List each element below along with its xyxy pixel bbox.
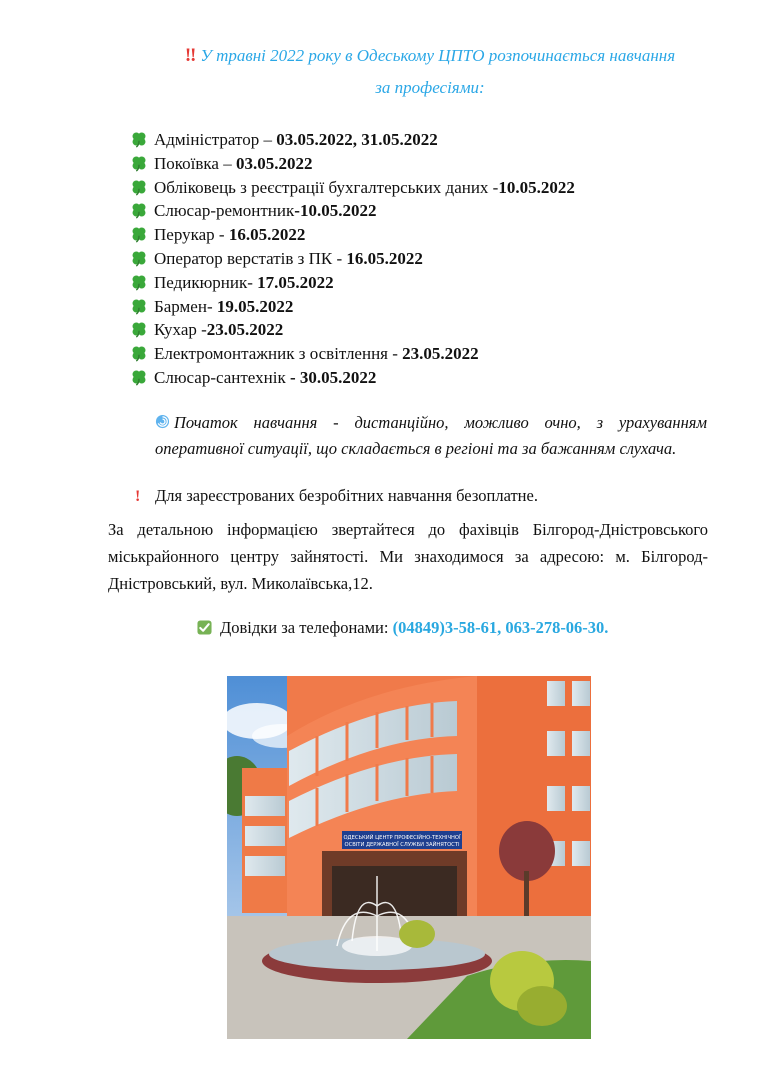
course-name: Кухар - <box>154 320 207 340</box>
course-name: Покоївка – <box>154 153 236 173</box>
building-sign-line-2: ОСВІТИ ДЕРЖАВНОЇ СЛУЖБИ ЗАЙНЯТОСТІ <box>344 842 460 848</box>
exclamation-icon: ! <box>135 488 141 505</box>
four-leaf-clover-icon <box>130 178 148 196</box>
course-date: 16.05.2022 <box>228 225 306 245</box>
course-item <box>130 271 575 295</box>
course-date: 23.05.2022 <box>206 320 284 340</box>
building-sign-line-1: ОДЕСЬКИЙ ЦЕНТР ПРОФЕСІЙНО-ТЕХНІЧНОЇ <box>343 835 461 841</box>
four-leaf-clover-icon <box>130 297 148 315</box>
four-leaf-clover-icon <box>130 201 148 219</box>
course-name: Бармен- <box>154 296 217 316</box>
four-leaf-clover-icon <box>130 368 148 386</box>
course-name: Електромонтажник з освітлення - <box>154 344 403 364</box>
course-item <box>130 342 575 366</box>
course-name: Перукар - <box>154 225 229 245</box>
four-leaf-clover-icon <box>130 225 148 243</box>
course-name: Оператор верстатів з ПК - <box>154 248 347 268</box>
title-line-1: ‼ У травні 2022 року в Одеському ЦПТО розпочинається навчання <box>184 45 676 66</box>
course-item <box>130 152 575 176</box>
course-item <box>130 223 575 247</box>
four-leaf-clover-icon <box>130 320 148 338</box>
course-item <box>130 295 575 319</box>
four-leaf-clover-icon <box>130 249 148 267</box>
study-format-note: Початок навчання - дистанційно, можливо очно, з урахуванням оперативної ситуації, що складається в регіоні та за бажанням слухача. <box>155 413 707 458</box>
building-photo <box>227 676 591 1039</box>
title-line-2: за професіями: <box>375 78 485 97</box>
course-date: 17.05.2022 <box>257 272 334 292</box>
course-date: 16.05.2022 <box>346 248 423 268</box>
free-notice: ! Для зареєстрованих безробітних навчання безоплатне. <box>135 484 538 509</box>
course-item <box>130 247 575 271</box>
double-exclamation-icon: ‼ <box>184 45 197 66</box>
four-leaf-clover-icon <box>130 154 148 172</box>
contact-paragraph: За детальною інформацією звертайтеся до фахівців Білгород-Дністровського міськрайонного центру зайнятості. Ми знаходимося за адресою: м. Білгород-Дністровський, вул. Миколаївська,12. <box>108 520 708 593</box>
course-name: Слюсар-сантехнік <box>154 367 290 387</box>
course-name: Адміністратор – <box>154 130 277 149</box>
course-date: 23.05.2022 <box>402 344 479 364</box>
phone-line: Довідки за телефонами: (04849)3-58-61, 063-278-06-30. <box>197 616 608 640</box>
course-date: 19.05.2022 <box>216 296 294 316</box>
course-name: Обліковець з реєстрації бухгалтерських даних - <box>154 177 499 197</box>
course-item <box>130 366 575 390</box>
course-name: Педикюрник- <box>154 272 258 292</box>
four-leaf-clover-icon <box>130 344 148 362</box>
course-date: 10.05.2022 <box>498 177 575 197</box>
check-mark-icon <box>197 620 212 635</box>
four-leaf-clover-icon <box>130 273 148 291</box>
course-item <box>130 318 575 342</box>
course-date: -10.05.2022 <box>294 201 377 221</box>
course-item <box>130 128 575 152</box>
course-list <box>130 128 575 390</box>
course-item <box>130 176 575 200</box>
course-date: 03.05.2022, 31.05.2022 <box>276 130 438 149</box>
announcement-title <box>120 40 740 104</box>
cyclone-icon <box>155 414 170 429</box>
course-name: Слюсар-ремонтник <box>154 201 295 221</box>
four-leaf-clover-icon <box>130 130 148 148</box>
course-date: - 30.05.2022 <box>289 367 377 387</box>
course-date: 03.05.2022 <box>235 153 313 173</box>
course-item <box>130 199 575 223</box>
phone-numbers: (04849)3-58-61, 063-278-06-30. <box>392 618 609 637</box>
